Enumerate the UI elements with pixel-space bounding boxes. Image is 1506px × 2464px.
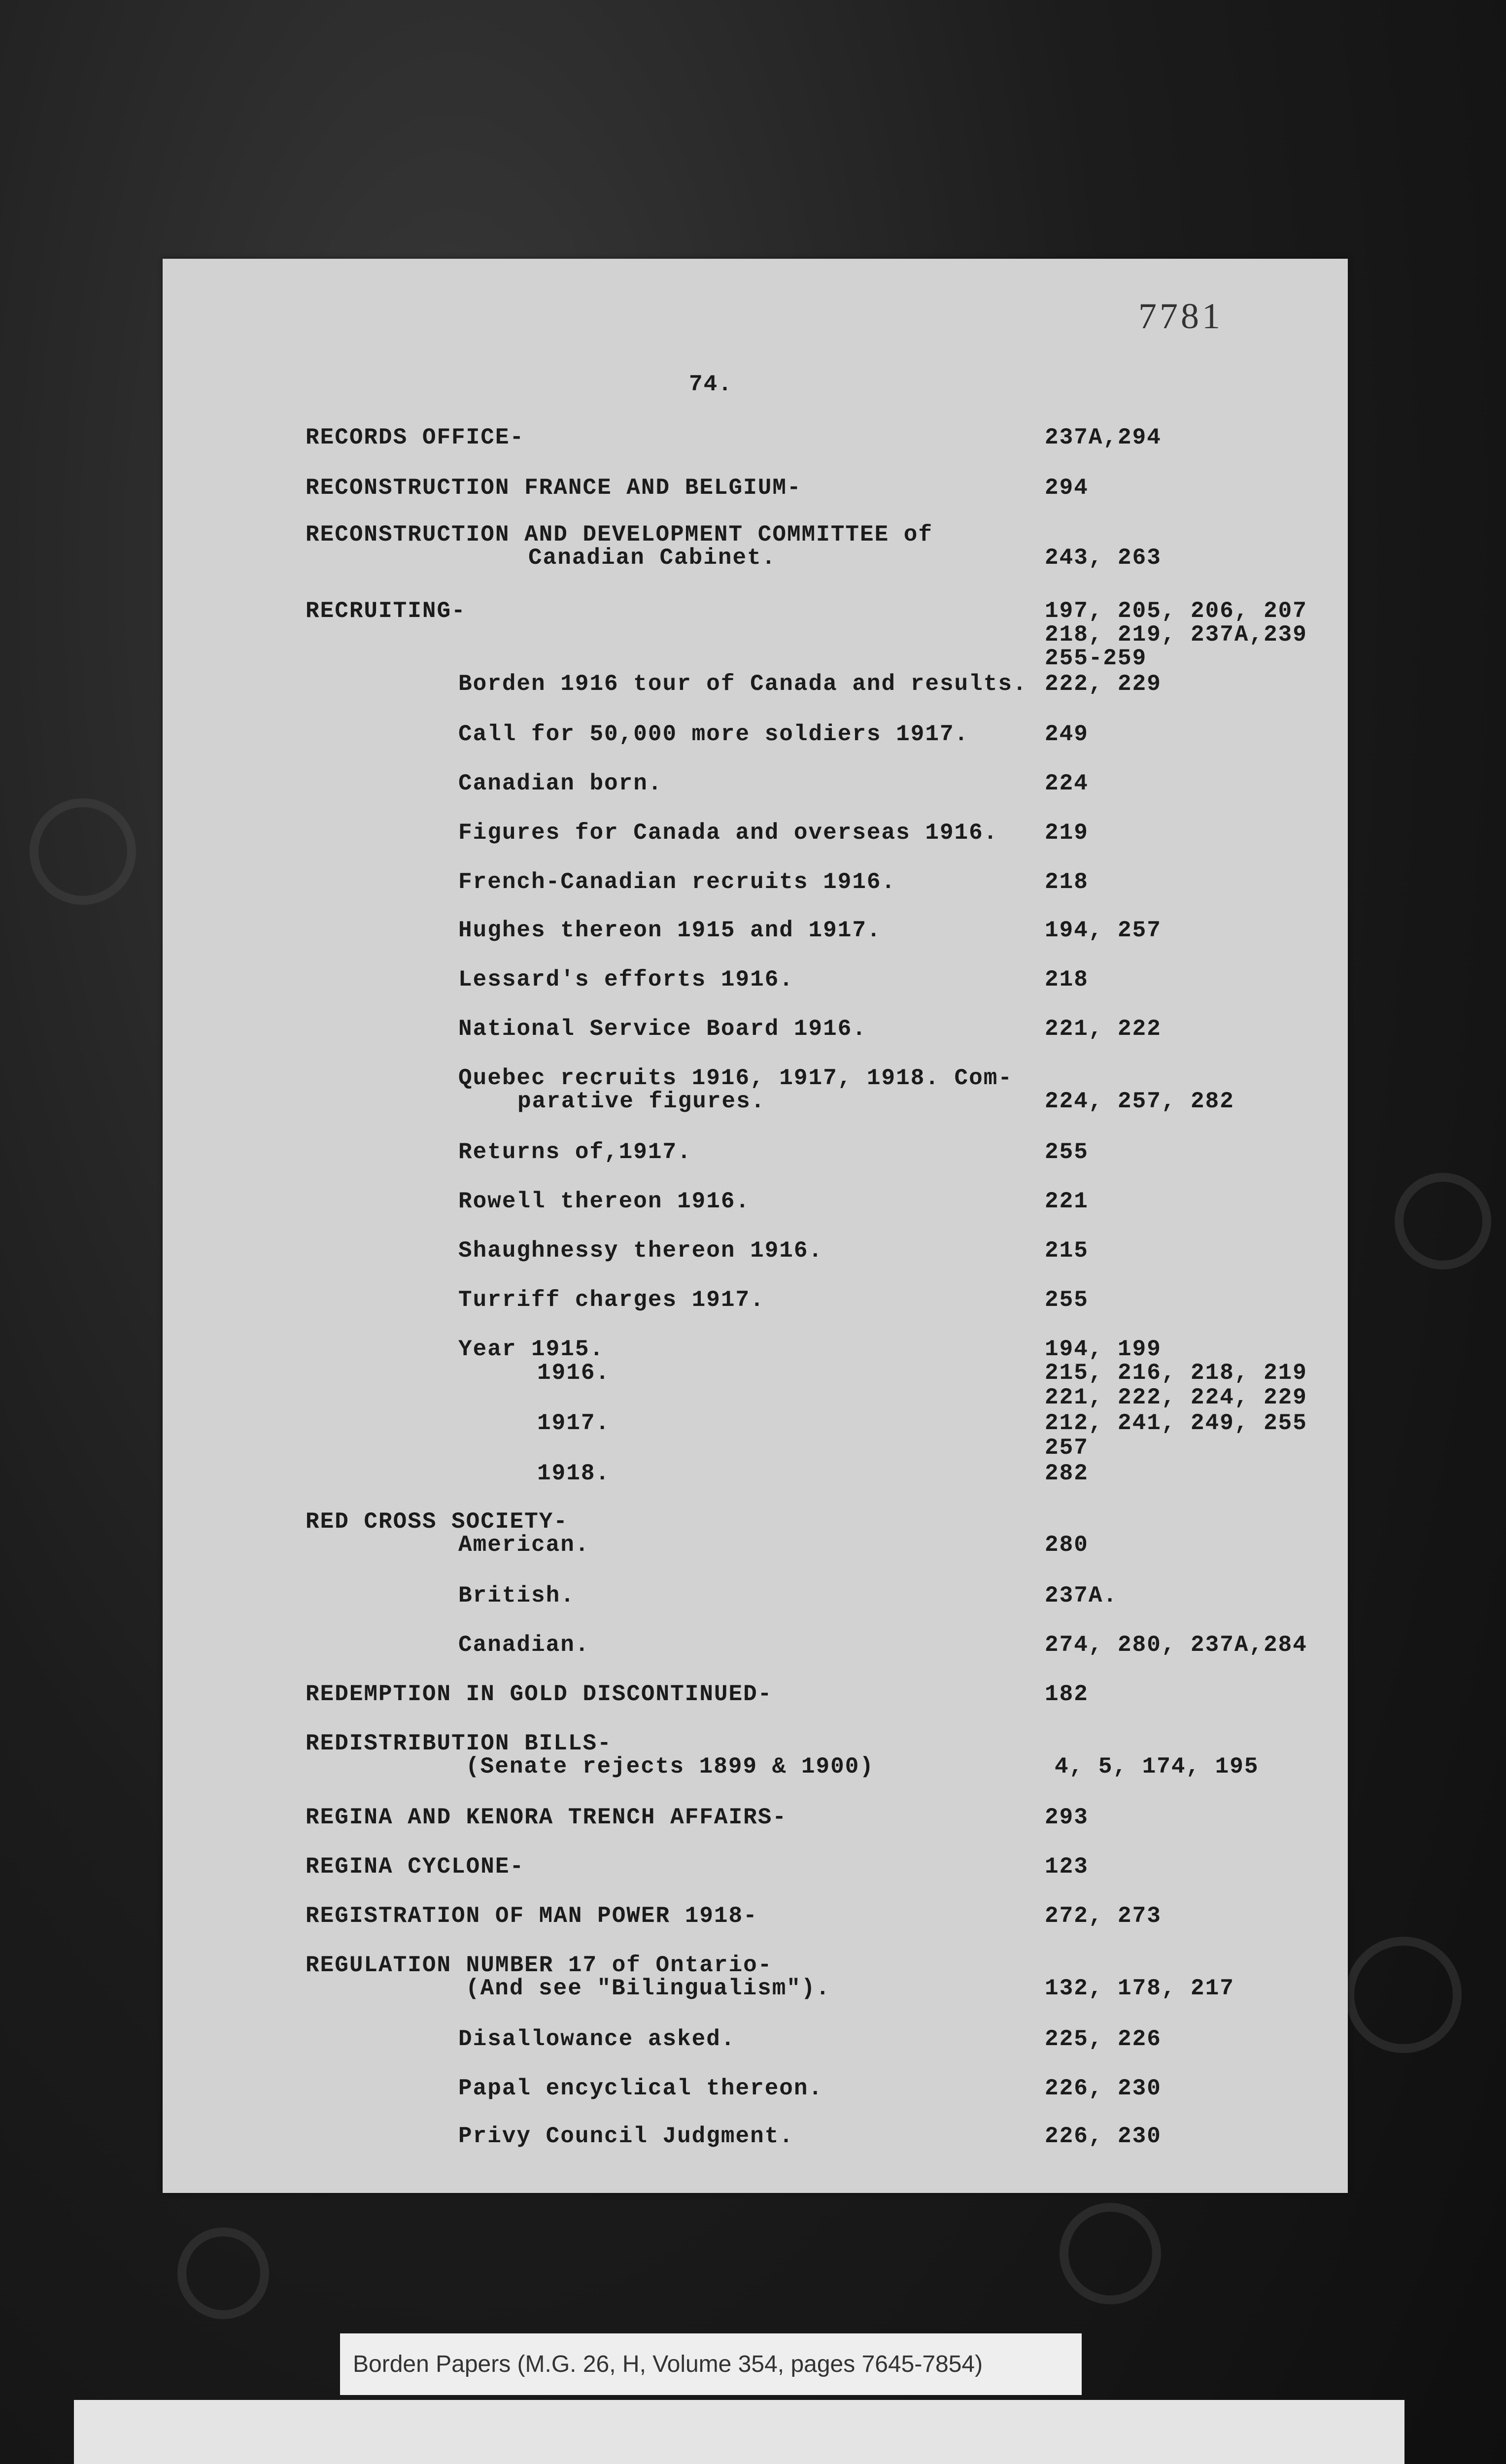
index-entry-continued: Canadian Cabinet. [528,545,777,571]
page-reference: 282 [1045,1461,1089,1486]
index-subentry: British. [458,1583,575,1608]
index-subentry-year: 1916. [537,1360,611,1386]
page-reference: 293 [1045,1805,1089,1830]
page-reference: 257 [1045,1435,1089,1461]
background-swirl [30,798,136,905]
index-subentry: French-Canadian recruits 1916. [458,869,896,895]
index-subentry: American. [458,1532,590,1558]
page-reference: 243, 263 [1045,545,1162,571]
index-entry: RECONSTRUCTION FRANCE AND BELGIUM- [306,475,802,501]
index-subentry: Shaughnessy thereon 1916. [458,1238,823,1264]
page-reference: 218 [1045,869,1089,895]
page-reference: 123 [1045,1854,1089,1880]
archive-page-stamp: 7781 [1138,296,1223,337]
page-reference: 249 [1045,721,1089,747]
page-reference: 255-259 [1045,646,1147,671]
page-reference: 222, 229 [1045,671,1162,697]
index-subentry: Canadian born. [458,771,663,796]
page-reference: 194, 199 [1045,1336,1162,1362]
page-reference: 294 [1045,475,1089,501]
index-subentry: Year 1915. [458,1336,605,1362]
index-subentry-year: 1917. [537,1410,611,1436]
page-reference: 237A,294 [1045,425,1162,450]
index-subentry: Call for 50,000 more soldiers 1917. [458,721,969,747]
index-subentry: Turriff charges 1917. [458,1287,765,1313]
page-reference: 272, 273 [1045,1903,1162,1929]
index-subentry: Hughes thereon 1915 and 1917. [458,918,882,943]
page-reference: 221, 222, 224, 229 [1045,1385,1307,1410]
page-reference: 255 [1045,1139,1089,1165]
index-subentry: Canadian. [458,1632,590,1658]
page-reference: 237A. [1045,1583,1118,1608]
index-entry: REDEMPTION IN GOLD DISCONTINUED- [306,1681,773,1707]
page-reference: 280 [1045,1532,1089,1558]
index-subentry: Disallowance asked. [458,2026,736,2052]
index-entry-note: (Senate rejects 1899 & 1900) [466,1754,874,1780]
page-label: 74. [689,372,733,397]
page-reference: 197, 205, 206, 207 [1045,598,1307,624]
index-subentry-continued: parative figures. [517,1089,766,1114]
index-subentry: Rowell thereon 1916. [458,1189,751,1214]
page-reference: 218, 219, 237A,239 [1045,622,1307,648]
index-subentry-year: 1918. [537,1461,611,1486]
page-reference: 182 [1045,1681,1089,1707]
page-reference: 212, 241, 249, 255 [1045,1410,1307,1436]
index-entry: REGINA CYCLONE- [306,1854,525,1880]
collection-caption-label: Borden Papers (M.G. 26, H, Volume 354, pages 7645-7854) [340,2333,1082,2395]
background-swirl [1395,1173,1491,1269]
page-reference: 224, 257, 282 [1045,1089,1234,1114]
background-swirl [1345,1937,1462,2053]
page-reference: 194, 257 [1045,918,1162,943]
index-subentry: Papal encyclical thereon. [458,2076,823,2101]
index-subentry: Privy Council Judgment. [458,2123,794,2149]
page-reference: 226, 230 [1045,2076,1162,2101]
page-reference: 219 [1045,820,1089,846]
public-archives-banner [74,2400,1404,2464]
index-entry: REDISTRIBUTION BILLS- [306,1731,612,1756]
index-subentry: Returns of,1917. [458,1139,692,1165]
page-reference: 215, 216, 218, 219 [1045,1360,1307,1386]
index-subentry: National Service Board 1916. [458,1016,867,1042]
index-subentry: Lessard's efforts 1916. [458,967,794,992]
index-entry: RED CROSS SOCIETY- [306,1509,568,1535]
page-reference: 225, 226 [1045,2026,1162,2052]
document-page [163,259,1348,2193]
index-entry: RECRUITING- [306,598,466,624]
index-entry-note: (And see "Bilingualism"). [466,1976,831,2001]
index-entry: RECORDS OFFICE- [306,425,525,450]
page-reference: 218 [1045,967,1089,992]
page-reference: 226, 230 [1045,2123,1162,2149]
page-reference: 132, 178, 217 [1045,1976,1234,2001]
page-reference: 4, 5, 174, 195 [1055,1754,1259,1780]
page-reference: 224 [1045,771,1089,796]
index-entry: RECONSTRUCTION AND DEVELOPMENT COMMITTEE of [306,522,933,548]
background-swirl [177,2227,269,2319]
page-reference: 255 [1045,1287,1089,1313]
index-entry: REGULATION NUMBER 17 of Ontario- [306,1952,773,1978]
index-entry: REGINA AND KENORA TRENCH AFFAIRS- [306,1805,787,1830]
index-entry: REGISTRATION OF MAN POWER 1918- [306,1903,758,1929]
index-subentry: Figures for Canada and overseas 1916. [458,820,998,846]
index-subentry: Borden 1916 tour of Canada and results. [458,671,1027,697]
index-subentry: Quebec recruits 1916, 1917, 1918. Com- [458,1065,1013,1091]
page-reference: 221 [1045,1189,1089,1214]
page-reference: 274, 280, 237A,284 [1045,1632,1307,1658]
background-swirl [1060,2203,1161,2304]
page-reference: 221, 222 [1045,1016,1162,1042]
page-reference: 215 [1045,1238,1089,1264]
